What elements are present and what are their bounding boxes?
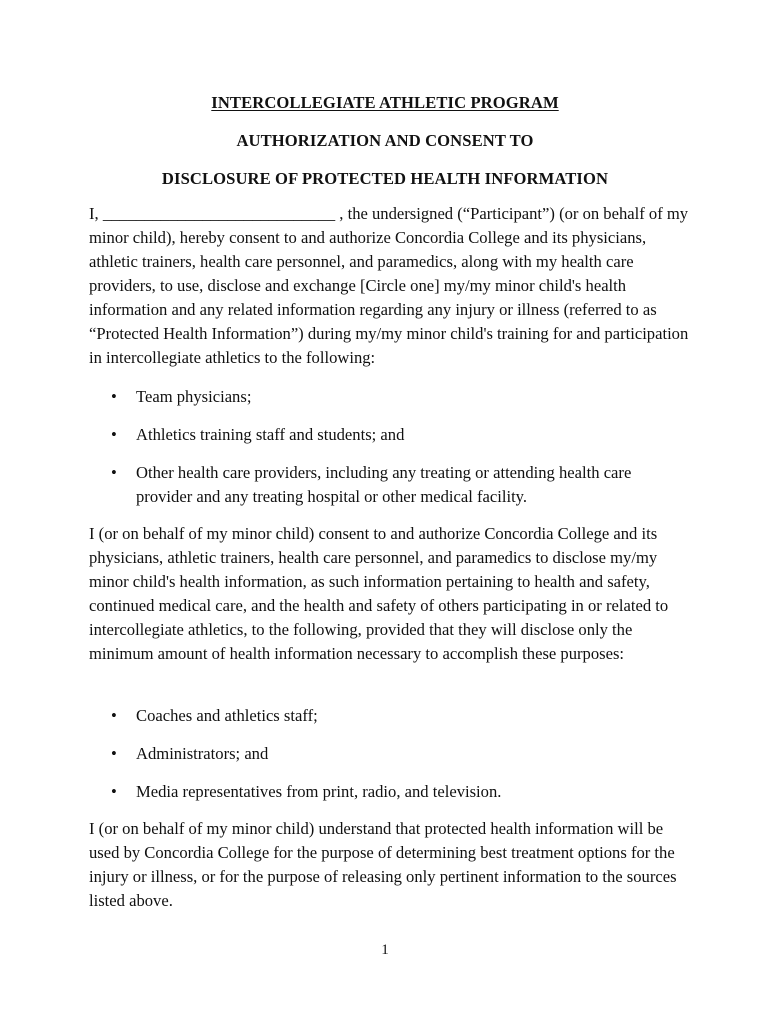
list-item-text: Other health care providers, including any treating or attending health care provider and any treating hospital or other medical facility. [136,463,632,506]
list-item-text: Coaches and athletics staff; [136,706,318,725]
list-item-text: Team physicians; [136,387,252,406]
consent-paragraph: I, ____________________________ , the undersigned (“Participant”) (or on behalf of my minor child), hereby consent to and authorize Concordia College and its physicians, athletic trainers, health care personnel, and paramedics, along with my health care providers, to use, disclose and exchange [Circle one] my/my minor child's health information and any related information regarding any injury or illness (referred to as “Protected Health Information”) during my/my minor child's training for and participation in intercollegiate athletics to the following: [89,204,689,367]
document-title [0,93,770,113]
bullet-icon: • [111,387,117,406]
list-item-text: Athletics training staff and students; and [136,425,405,444]
list-item-text: Media representatives from print, radio, and television. [136,782,502,801]
disclosure-paragraph: I (or on behalf of my minor child) consent to and authorize Concordia College and its physicians, athletic trainers, health care personnel, and paramedics to disclose my/my minor child's health information, as such information pertaining to health and safety, continued medical care, and the health and safety of others participating in or related to intercollegiate athletics, to the following, provided that they will disclose only the minimum amount of health information necessary to accomplish these purposes: [89,524,669,663]
bullet-icon: • [111,782,117,801]
page-number: 1 [381,942,389,958]
document-title-text: INTERCOLLEGIATE ATHLETIC PROGRAM [211,93,559,112]
list-item-text: Administrators; and [136,744,269,763]
bullet-icon: • [111,463,117,482]
usage-paragraph: I (or on behalf of my minor child) understand that protected health information will be used by Concordia College for the purpose of determining best treatment options for the injury or illness, or for the purpose of releasing only pertinent information to the sources listed above. [89,819,677,910]
document-subtitle-2: DISCLOSURE OF PROTECTED HEALTH INFORMATION [161,169,609,188]
document-subtitle: AUTHORIZATION AND CONSENT TO [236,131,534,150]
bullet-icon: • [111,744,117,763]
bullet-icon: • [111,706,117,725]
bullet-icon: • [111,425,117,444]
